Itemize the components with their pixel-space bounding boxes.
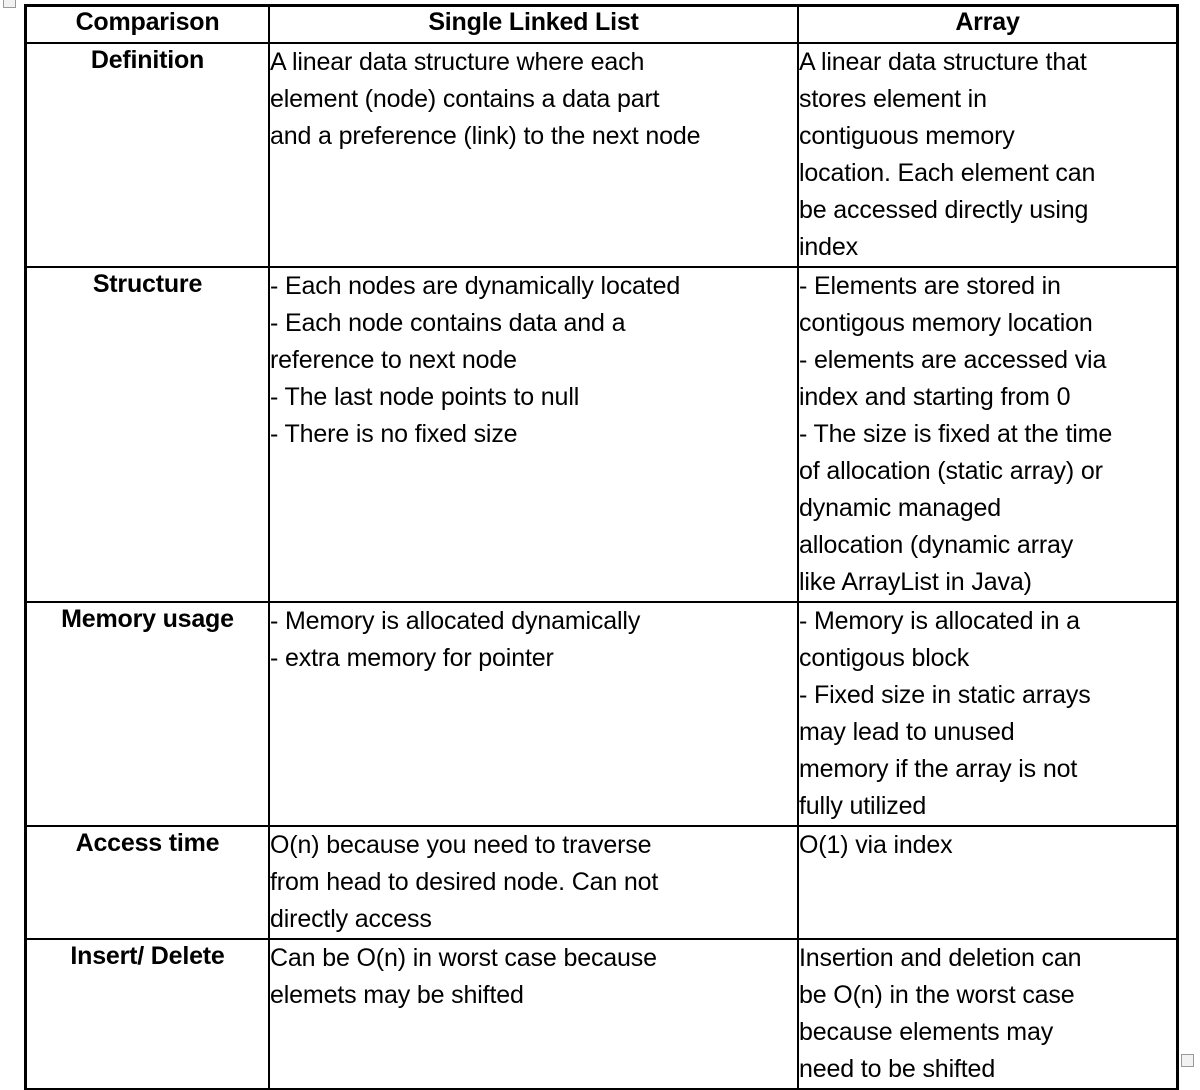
cell-access-time-array xyxy=(798,826,1177,939)
cell-definition-array xyxy=(798,43,1177,267)
cell-text-line: allocation (dynamic array xyxy=(799,531,1074,559)
cell-text-line: - Memory is allocated dynamically xyxy=(270,607,641,635)
cell-text-line: O(n) because you need to traverse xyxy=(270,831,652,859)
cell-text-line: contigous memory location xyxy=(799,309,1093,337)
cell-text-line: reference to next node xyxy=(270,346,517,374)
cell-text-line: contigous block xyxy=(799,644,970,672)
cell-text-line: from head to desired node. Can not xyxy=(270,868,659,896)
cell-text-line: - The size is fixed at the time xyxy=(799,420,1113,448)
cell-access-time-linked-list xyxy=(269,826,798,939)
table-row xyxy=(26,602,1177,826)
row-label-insert-delete: Insert/ Delete xyxy=(26,939,269,1089)
cell-text-line: - elements are accessed via xyxy=(799,346,1107,374)
cell-text-line: - Fixed size in static arrays xyxy=(799,681,1091,709)
table-row xyxy=(26,43,1177,267)
cell-insert-delete-array xyxy=(798,939,1177,1089)
cell-text-line: because elements may xyxy=(799,1018,1054,1046)
cell-memory-usage-linked-list xyxy=(269,602,798,826)
cell-text-line: be accessed directly using xyxy=(799,196,1089,224)
comparison-table-container xyxy=(25,5,1176,1083)
selection-handle-top-left[interactable] xyxy=(3,0,16,8)
cell-text-line: be O(n) in the worst case xyxy=(799,981,1075,1009)
cell-structure-linked-list xyxy=(269,267,798,602)
cell-text-line: and a preference (link) to the next node xyxy=(270,122,701,150)
table-header xyxy=(26,6,1177,43)
cell-text-line: Can be O(n) in worst case because xyxy=(270,944,657,972)
column-header-array: Array xyxy=(798,6,1177,43)
cell-text-line: may lead to unused xyxy=(799,718,1015,746)
table-row xyxy=(26,826,1177,939)
cell-text-line: memory if the array is not xyxy=(799,755,1078,783)
cell-text-line: location. Each element can xyxy=(799,159,1096,187)
cell-text-line: - The last node points to null xyxy=(270,383,580,411)
table-body xyxy=(26,43,1177,1089)
comparison-table xyxy=(25,5,1178,1090)
cell-text-line: - Each nodes are dynamically located xyxy=(270,272,681,300)
cell-text-line: of allocation (static array) or xyxy=(799,457,1103,485)
cell-text-line: A linear data structure where each xyxy=(270,48,645,76)
cell-text-line: A linear data structure that xyxy=(799,48,1087,76)
cell-text-line: need to be shifted xyxy=(799,1055,996,1083)
cell-text-line: - Elements are stored in xyxy=(799,272,1061,300)
cell-text-line: index xyxy=(799,233,859,261)
row-label-access-time: Access time xyxy=(26,826,269,939)
cell-insert-delete-linked-list xyxy=(269,939,798,1089)
cell-text-line: Insertion and deletion can xyxy=(799,944,1082,972)
cell-text-line: - Memory is allocated in a xyxy=(799,607,1080,635)
table-row xyxy=(26,939,1177,1089)
column-header-single-linked-list: Single Linked List xyxy=(269,6,798,43)
cell-structure-array xyxy=(798,267,1177,602)
cell-text-line: O(1) via index xyxy=(799,831,953,859)
row-label-structure: Structure xyxy=(26,267,269,602)
cell-text-line: - extra memory for pointer xyxy=(270,644,554,672)
cell-text-line: directly access xyxy=(270,905,432,933)
row-label-memory-usage: Memory usage xyxy=(26,602,269,826)
cell-text-line: stores element in xyxy=(799,85,987,113)
table-header-row xyxy=(26,6,1177,43)
row-label-definition: Definition xyxy=(26,43,269,267)
cell-text-line: dynamic managed xyxy=(799,494,1002,522)
cell-text-line: element (node) contains a data part xyxy=(270,85,660,113)
cell-text-line: - There is no fixed size xyxy=(270,420,518,448)
table-row xyxy=(26,267,1177,602)
cell-text-line: index and starting from 0 xyxy=(799,383,1071,411)
selection-handle-bottom-right[interactable] xyxy=(1181,1054,1194,1067)
column-header-comparison: Comparison xyxy=(26,6,269,43)
cell-definition-linked-list xyxy=(269,43,798,267)
cell-text-line: elemets may be shifted xyxy=(270,981,524,1009)
cell-text-line: contiguous memory xyxy=(799,122,1015,150)
cell-text-line: - Each node contains data and a xyxy=(270,309,626,337)
cell-memory-usage-array xyxy=(798,602,1177,826)
cell-text-line: fully utilized xyxy=(799,792,927,820)
cell-text-line: like ArrayList in Java) xyxy=(799,568,1032,596)
